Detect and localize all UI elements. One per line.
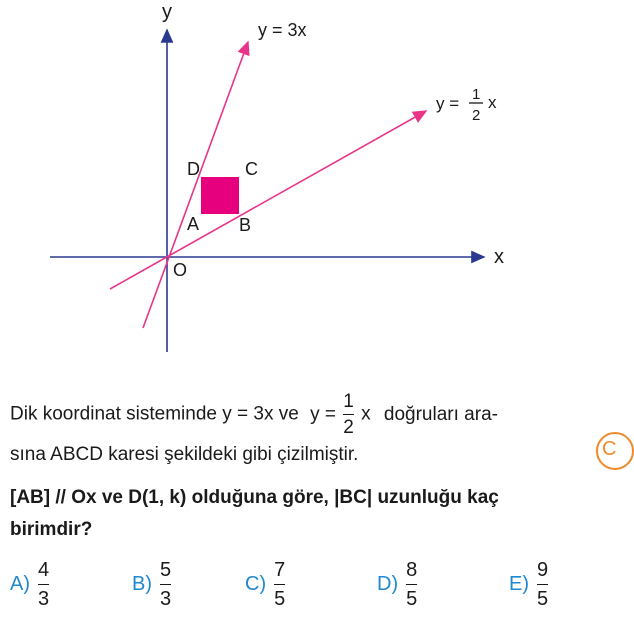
line2-label-num: 1 <box>472 86 481 103</box>
option-a-den: 3 <box>38 588 50 610</box>
vertex-d-label: D <box>187 159 200 179</box>
problem-line-1 <box>10 392 498 437</box>
option-b[interactable] <box>132 560 171 609</box>
option-b-fraction <box>160 560 171 609</box>
question-line-2: birimdir? <box>10 519 93 540</box>
option-c[interactable] <box>245 560 285 609</box>
problem-fraction-den: 2 <box>343 417 354 438</box>
option-e-num: 9 <box>537 559 549 581</box>
option-d-fraction <box>406 560 417 609</box>
option-c-letter: C) <box>245 573 267 595</box>
origin-label: O <box>173 260 188 280</box>
option-c-num: 7 <box>274 559 286 581</box>
line2-label-prefix: y = <box>436 94 460 113</box>
option-e-letter: E) <box>509 573 529 595</box>
line2-label-den: 2 <box>472 107 481 124</box>
x-axis-label: x <box>494 246 504 268</box>
cropped-edge-glyph: C <box>602 438 617 460</box>
option-e-den: 5 <box>537 588 549 610</box>
option-d[interactable] <box>377 560 417 609</box>
problem-eq-prefix: y = <box>310 403 336 425</box>
line-y-half-x <box>110 111 426 289</box>
option-b-letter: B) <box>132 573 152 595</box>
option-a[interactable] <box>10 560 49 609</box>
problem-eq-var: x <box>361 403 371 425</box>
problem-fraction-num: 1 <box>343 391 354 412</box>
option-d-num: 8 <box>406 559 418 581</box>
option-d-letter: D) <box>377 573 399 595</box>
question-line-1: [AB] // Ox ve D(1, k) olduğuna göre, |BC| uzunluğu kaç <box>10 487 499 508</box>
option-a-num: 4 <box>38 559 50 581</box>
vertex-c-label: C <box>245 159 258 179</box>
option-e[interactable] <box>509 560 548 609</box>
option-b-den: 3 <box>160 588 172 610</box>
y-axis-label: y <box>162 1 172 23</box>
square-abcd <box>201 177 239 214</box>
vertex-a-label: A <box>187 214 200 234</box>
vertex-b-label: B <box>239 215 252 235</box>
line1-label: y = 3x <box>258 20 307 40</box>
option-a-letter: A) <box>10 573 30 595</box>
option-a-fraction <box>38 560 49 609</box>
problem-line-1-part2: doğruları ara- <box>383 403 498 425</box>
cropped-edge-mark <box>596 432 634 470</box>
line2-label-var: x <box>488 93 497 112</box>
problem-line-2: sına ABCD karesi şekildeki gibi çizilmiştir. <box>10 444 359 465</box>
option-c-fraction <box>274 560 285 609</box>
problem-fraction <box>343 392 354 437</box>
option-e-fraction <box>537 560 548 609</box>
option-d-den: 5 <box>406 588 418 610</box>
option-b-num: 5 <box>160 559 172 581</box>
problem-line-1-part1: Dik koordinat sisteminde y = 3x ve <box>10 403 299 425</box>
option-c-den: 5 <box>274 588 286 610</box>
